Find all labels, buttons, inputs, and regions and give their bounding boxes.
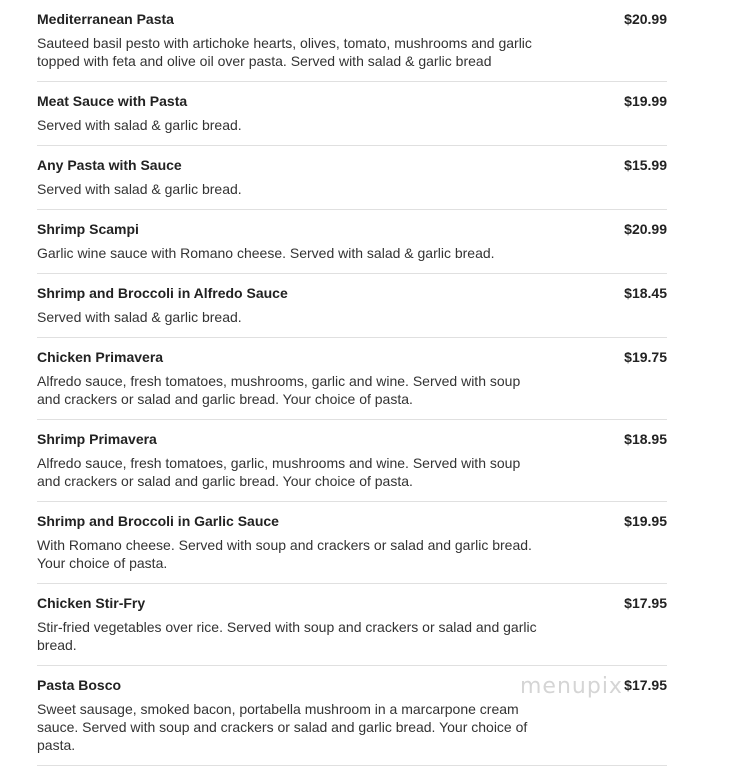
item-name: Chicken Stir-Fry [37,595,146,611]
item-name: Shrimp and Broccoli in Alfredo Sauce [37,285,288,301]
menu-item [37,146,667,210]
item-description: Alfredo sauce, fresh tomatoes, garlic, mushrooms and wine. Served with soup and crackers or salad and garlic bread. Your choice of pasta. [37,455,521,489]
item-price: $19.95 [624,513,667,529]
item-price: $15.99 [624,157,667,173]
item-description: Garlic wine sauce with Romano cheese. Served with salad & garlic bread. [37,245,495,261]
menu-item [37,0,667,82]
menu-item [37,502,667,584]
item-description: Sauteed basil pesto with artichoke hearts, olives, tomato, mushrooms and garlic topped with feta and olive oil over pasta. Served with salad & garlic bread [37,35,532,69]
item-price: $19.99 [624,93,667,109]
item-name: Pasta Bosco [37,677,122,693]
item-description: Alfredo sauce, fresh tomatoes, mushrooms, garlic and wine. Served with soup and crackers or salad and garlic bread. Your choice of pasta. [37,373,521,407]
item-name: Any Pasta with Sauce [37,157,182,173]
item-price: $18.95 [624,431,667,447]
item-name: Meat Sauce with Pasta [37,93,188,109]
menu-item [37,584,667,666]
item-name: Chicken Primavera [37,349,164,365]
item-name: Shrimp Primavera [37,431,157,447]
watermark-logo: menupix [520,674,623,699]
item-price: $20.99 [624,11,667,27]
item-description: Served with salad & garlic bread. [37,309,242,325]
menu-list [37,0,667,766]
item-price: $17.95 [624,677,667,693]
item-description: Stir-fried vegetables over rice. Served with soup and crackers or salad and garlic bread. [37,619,537,653]
item-description: With Romano cheese. Served with soup and crackers or salad and garlic bread. Your choice of pasta. [37,537,532,571]
item-name: Mediterranean Pasta [37,11,174,27]
item-price: $20.99 [624,221,667,237]
menu-item [37,338,667,420]
item-description: Served with salad & garlic bread. [37,181,242,197]
menu-item [37,274,667,338]
menu-item [37,210,667,274]
item-description: Served with salad & garlic bread. [37,117,242,133]
item-name: Shrimp Scampi [37,221,139,237]
menu-item [37,420,667,502]
menu-item [37,82,667,146]
item-price: $17.95 [624,595,667,611]
item-price: $19.75 [624,349,667,365]
item-price: $18.45 [624,285,667,301]
item-description: Sweet sausage, smoked bacon, portabella mushroom in a marcarpone cream sauce. Served with soup and crackers or salad and garlic bread. Your choice of pasta. [37,701,528,753]
item-name: Shrimp and Broccoli in Garlic Sauce [37,513,279,529]
